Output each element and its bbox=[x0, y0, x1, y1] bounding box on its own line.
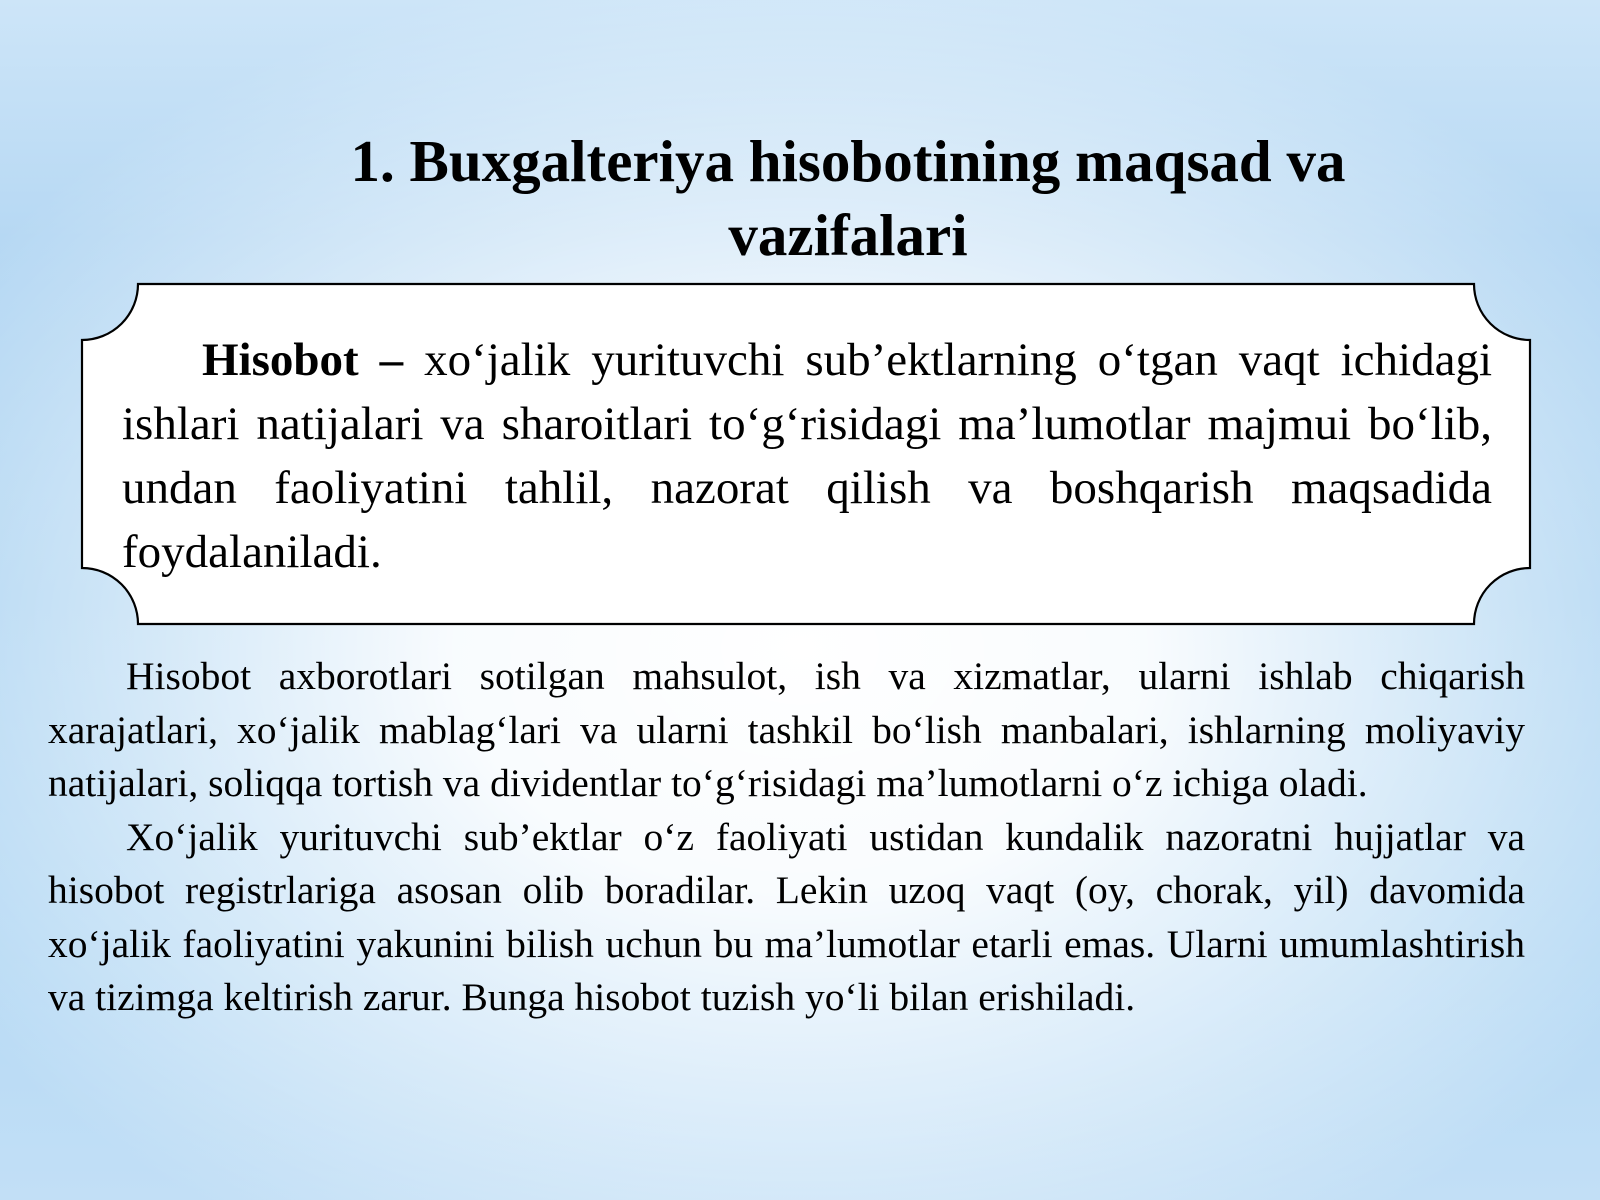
definition-term: Hisobot – bbox=[202, 334, 404, 386]
paragraph-1: Hisobot axborotlari sotilgan mahsulot, ish va xizmatlar, ularni ishlab chiqarish xarajatlari, xo‘jalik mablag‘lari va ularni tashkil bo‘lish manbalari, ishlarning moliyaviy natijalari, soliqqa tortish va dividentlar to‘g‘risidagi ma’lumotlarni o‘z ichiga oladi. bbox=[48, 654, 1525, 805]
slide-title: 1. Buxgalteriya hisobotining maqsad va vazifalari bbox=[350, 128, 1346, 268]
body-text bbox=[48, 650, 1525, 1025]
definition-text bbox=[122, 328, 1492, 584]
slide-title-container bbox=[270, 124, 1426, 272]
definition-body: xo‘jalik yurituvchi sub’ektlarning o‘tgan vaqt ichidagi ishlari natijalari va sharoitlari to‘g‘risidagi ma’lumotlar majmui bo‘lib, undan faoliyatini tahlil, nazorat qilish va boshqarish maqsadida foydalaniladi. bbox=[122, 334, 1492, 578]
paragraph-2: Xo‘jalik yurituvchi sub’ektlar o‘z faoliyati ustidan kundalik nazoratni hujjatlar va hisobot registrlariga asosan olib boradilar. Lekin uzoq vaqt (oy, chorak, yil) davomida xo‘jalik faoliyatini yakunini bilish uchun bu ma’lumotlar etarli emas. Ularni umumlashtirish va tizimga keltirish zarur. Bunga hisobot tuzish yo‘li bilan erishiladi. bbox=[48, 814, 1525, 1019]
